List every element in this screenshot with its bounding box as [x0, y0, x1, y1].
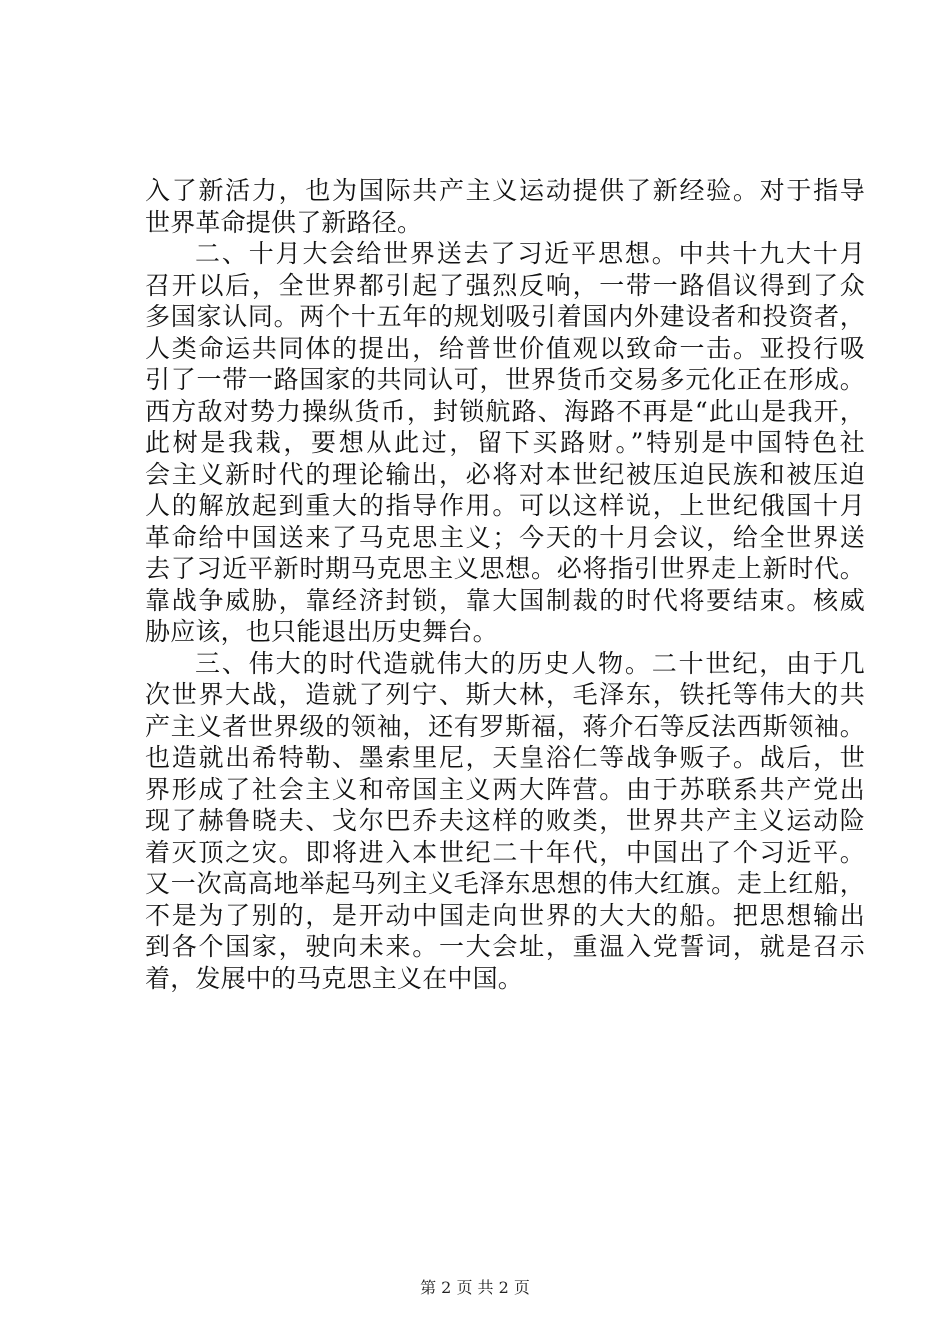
body-text	[145, 175, 865, 994]
text-line: 召开以后，全世界都引起了强烈反响，一带一路倡议得到了众	[145, 270, 865, 300]
text-line: 到各个国家，驶向未来。一大会址，重温入党誓词，就是召示	[145, 932, 865, 961]
text-line: 人的解放起到重大的指导作用。可以这样说，上世纪俄国十月	[145, 491, 865, 520]
text-line: 会主义新时代的理论输出，必将对本世纪被压迫民族和被压迫	[145, 459, 865, 489]
text-line: 产主义者世界级的领袖，还有罗斯福，蒋介石等反法西斯领袖。	[145, 711, 865, 741]
paragraph-3	[145, 648, 865, 995]
text-line: 西方敌对势力操纵货币，封锁航路、海路不再是“此山是我开，	[145, 396, 865, 426]
text-line: 世界革命提供了新路径。	[145, 207, 423, 237]
text-line: 着灭顶之灾。即将进入本世纪二十年代，中国出了个习近平。	[145, 837, 865, 867]
text-line: 着，发展中的马克思主义在中国。	[145, 963, 524, 993]
text-line: 多国家认同。两个十五年的规划吸引着国内外建设者和投资者，	[145, 302, 865, 331]
text-line: 现了赫鲁晓夫、戈尔巴乔夫这样的败类，世界共产主义运动险	[145, 806, 865, 835]
text-line: 此树是我栽，要想从此过，留下买路财。”特别是中国特色社	[145, 428, 865, 457]
text-line: 入了新活力，也为国际共产主义运动提供了新经验。对于指导	[145, 176, 865, 205]
text-line: 不是为了别的，是开动中国走向世界的大大的船。把思想输出	[145, 900, 865, 930]
text-line: 靠战争威胁，靠经济封锁，靠大国制裁的时代将要结束。核威	[145, 585, 865, 615]
text-line: 三、伟大的时代造就伟大的历史人物。二十世纪，由于几	[195, 648, 865, 678]
paragraph-2	[145, 238, 865, 648]
paragraph-1	[145, 175, 865, 238]
text-line: 也造就出希特勒、墨索里尼，天皇浴仁等战争贩子。战后，世	[145, 743, 865, 772]
text-line: 二、十月大会给世界送去了习近平思想。中共十九大十月	[195, 239, 865, 268]
text-line: 引了一带一路国家的共同认可，世界货币交易多元化正在形成。	[145, 365, 865, 394]
text-line: 人类命运共同体的提出，给普世价值观以致命一击。亚投行吸	[145, 333, 865, 363]
page-number-footer: 第 2 页 共 2 页	[420, 1278, 530, 1297]
text-line: 去了习近平新时期马克思主义思想。必将指引世界走上新时代。	[145, 554, 865, 583]
text-line: 界形成了社会主义和帝国主义两大阵营。由于苏联系共产党出	[145, 774, 865, 804]
text-line: 又一次高高地举起马列主义毛泽东思想的伟大红旗。走上红船，	[145, 869, 865, 898]
text-line: 胁应该，也只能退出历史舞台。	[145, 617, 498, 646]
text-line: 革命给中国送来了马克思主义；今天的十月会议，给全世界送	[145, 522, 865, 552]
text-line: 次世界大战，造就了列宁、斯大林，毛泽东，铁托等伟大的共	[145, 680, 865, 709]
